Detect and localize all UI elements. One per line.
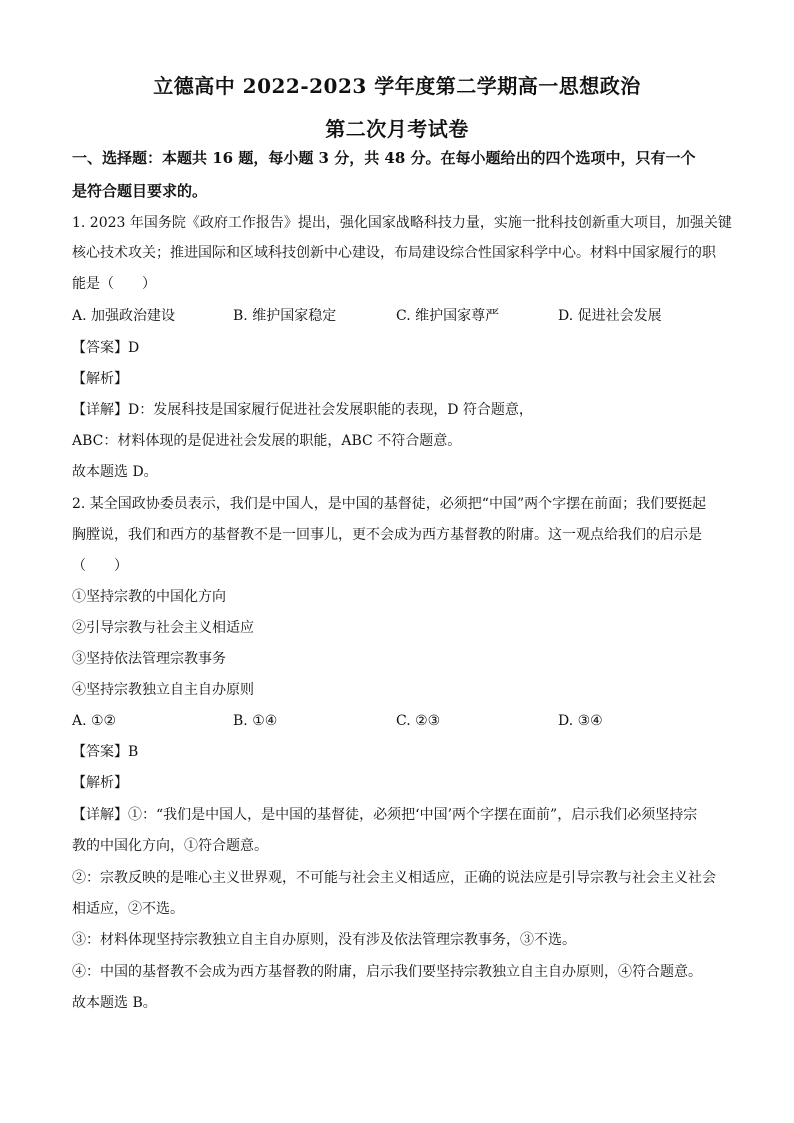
- q1-conclusion: 故本题选 D。: [72, 464, 158, 480]
- q2-detail-line3: ②：宗教反映的是唯心主义世界观，不可能与社会主义相适应，正确的说法应是引导宗教与社会主义社会: [72, 870, 716, 886]
- q1-option-d: D. 促进社会发展: [558, 308, 662, 324]
- q1-answer: 【答案】D: [72, 340, 140, 356]
- q2-item-4: ④坚持宗教独立自主自办原则: [72, 682, 254, 698]
- q1-option-a: A. 加强政治建设: [72, 308, 176, 324]
- q2-stem-line1: 2. 某全国政协委员表示，我们是中国人，是中国的基督徒，必须把“中国”两个字摆在前面；我们要挺起: [72, 496, 707, 512]
- q1-detail-line2: ABC：材料体现的是促进社会发展的职能，ABC 不符合题意。: [72, 433, 462, 449]
- q2-option-a: A. ①②: [72, 713, 117, 729]
- q2-option-b: B. ①④: [233, 713, 278, 729]
- q2-answer: 【答案】B: [72, 744, 139, 760]
- q1-stem-line2: 核心技术攻关；推进国际和区域科技创新中心建设，布局建设综合性国家科学中心。材料中国家履行的职: [72, 245, 716, 261]
- q2-detail-line2: 教的中国化方向，①符合题意。: [72, 838, 268, 854]
- q2-item-2: ②引导宗教与社会主义相适应: [72, 620, 254, 636]
- q1-option-b: B. 维护国家稳定: [233, 308, 337, 324]
- exam-title-line2: 第二次月考试卷: [325, 117, 469, 141]
- q2-detail-line4: 相适应，②不选。: [72, 901, 184, 917]
- q2-stem-line2: 胸膛说，我们和西方的基督教不是一回事儿，更不会成为西方基督教的附庸。这一观点给我们的启示是: [72, 527, 702, 543]
- q1-stem-line1: 1. 2023 年国务院《政府工作报告》提出，强化国家战略科技力量，实施一批科技创新重大项目，加强关键: [72, 215, 732, 231]
- q1-analysis-label: 【解析】: [72, 371, 128, 387]
- section-heading-line2: 是符合题目要求的。: [72, 182, 208, 200]
- section-heading-line1: 一、选择题：本题共 16 题，每小题 3 分，共 48 分。在每小题给出的四个选项中，只有一个: [72, 149, 696, 167]
- q2-option-d: D. ③④: [558, 713, 603, 729]
- q2-item-1: ①坚持宗教的中国化方向: [72, 589, 226, 605]
- q2-item-3: ③坚持依法管理宗教事务: [72, 651, 226, 667]
- q2-detail-line1: 【详解】①：“我们是中国人，是中国的基督徒，必须把‘中国’两个字摆在面前”，启示我们必须坚持宗: [72, 807, 698, 823]
- q1-stem-line3: 能是（ ）: [72, 276, 156, 292]
- exam-title-line1: 立德高中 2022-2023 学年度第二学期高一思想政治: [153, 74, 641, 98]
- q1-option-c: C. 维护国家尊严: [396, 308, 500, 324]
- q2-stem-line3: （ ）: [72, 558, 128, 574]
- q2-analysis-label: 【解析】: [72, 775, 128, 791]
- q1-detail-line1: 【详解】D：发展科技是国家履行促进社会发展职能的表现，D 符合题意，: [72, 402, 533, 418]
- q2-detail-line5: ③：材料体现坚持宗教独立自主自办原则，没有涉及依法管理宗教事务，③不选。: [72, 932, 576, 948]
- q2-option-c: C. ②③: [396, 713, 441, 729]
- q2-conclusion: 故本题选 B。: [72, 995, 157, 1011]
- q2-detail-line6: ④：中国的基督教不会成为西方基督教的附庸，启示我们要坚持宗教独立自主自办原则，④符合题意。: [72, 964, 702, 980]
